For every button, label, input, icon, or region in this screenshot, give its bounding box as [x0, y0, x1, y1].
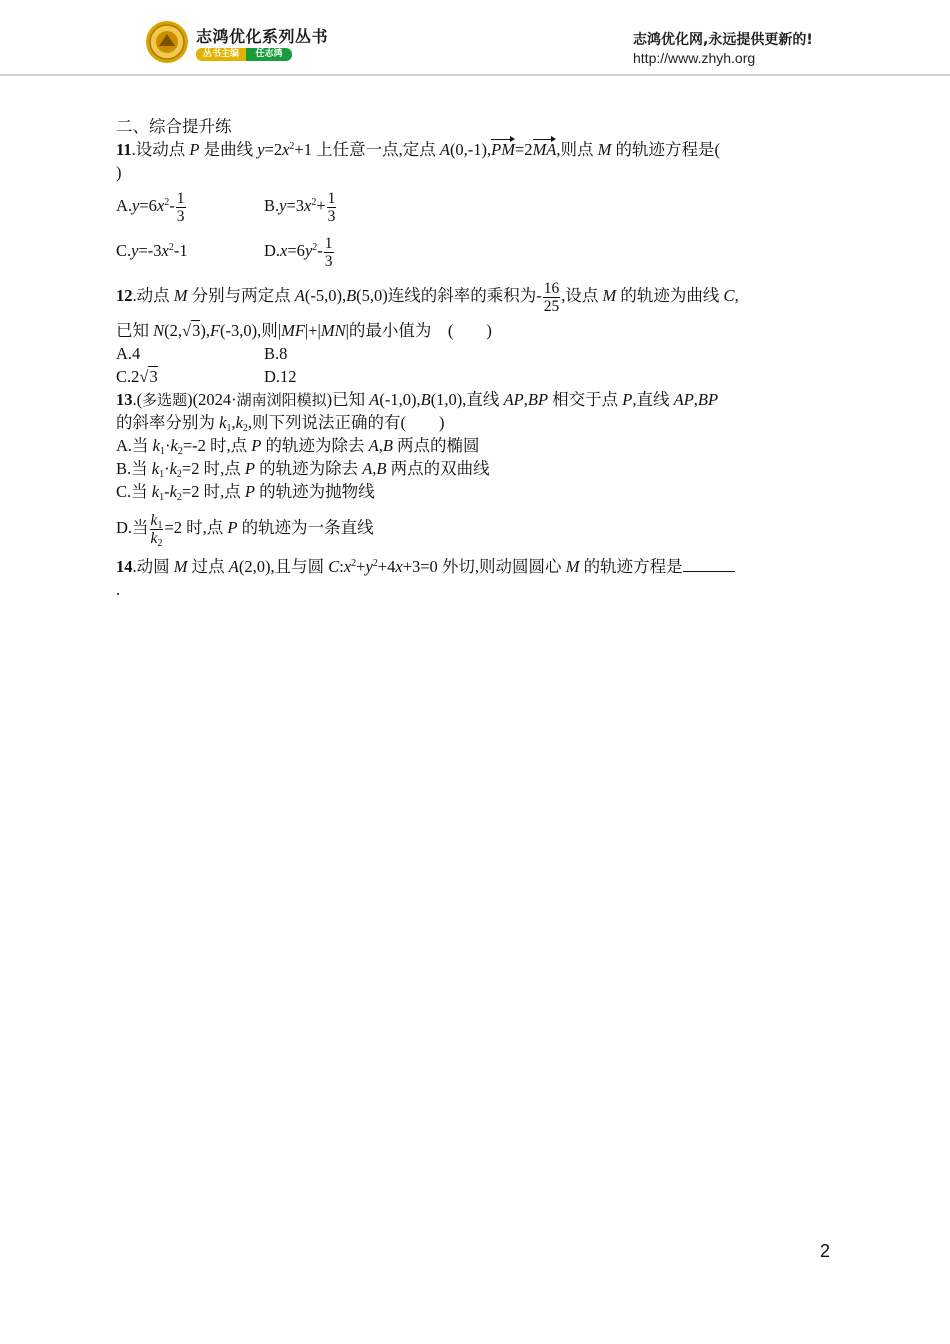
text: C.当: [116, 482, 152, 501]
question-14-stem: [116, 557, 735, 577]
text: +1 上任意一点,定点: [294, 140, 440, 159]
header-url: http://www.zhyh.org: [633, 50, 756, 66]
var: C: [328, 557, 340, 576]
text: ),: [200, 321, 210, 340]
var: M: [173, 286, 188, 305]
exp: 2: [372, 558, 378, 569]
var: y: [304, 241, 313, 260]
subscript: 1: [157, 519, 163, 531]
brand-tag: [196, 48, 292, 61]
subscript: 2: [176, 469, 182, 480]
text: =-3: [138, 241, 162, 260]
publisher-logo-icon: [145, 20, 189, 64]
vector-pm: PM: [491, 140, 515, 159]
text: .动点: [132, 286, 174, 305]
text: D.当: [116, 518, 149, 537]
exp: 2: [164, 197, 170, 208]
text: -1: [173, 241, 188, 260]
denominator: [150, 530, 164, 547]
var: N: [153, 321, 165, 340]
sqrt-value: 3: [149, 367, 158, 386]
numerator: 16: [543, 279, 560, 297]
var: k: [152, 436, 160, 455]
question-number: 13: [116, 390, 133, 409]
var: P: [622, 390, 633, 409]
var: P: [251, 436, 262, 455]
var: P: [189, 140, 200, 159]
var: A: [294, 286, 305, 305]
text: =2 时,点: [181, 482, 245, 501]
var: x: [343, 557, 352, 576]
option-b[interactable]: [264, 189, 337, 225]
question-number: 14: [116, 557, 133, 576]
text: 的轨迹为抛物线: [254, 482, 375, 501]
text: (5,0): [356, 286, 388, 305]
option-c[interactable]: [116, 482, 375, 502]
text: ,: [734, 286, 739, 305]
option-c[interactable]: [116, 367, 264, 387]
text: =6: [139, 196, 157, 215]
text: ,: [231, 413, 236, 432]
subscript: 1: [159, 492, 165, 503]
denominator: 3: [176, 207, 185, 225]
var: k: [219, 413, 227, 432]
var: AP: [503, 390, 524, 409]
subscript: 2: [157, 537, 163, 549]
var: B: [382, 436, 393, 455]
var: A: [362, 459, 373, 478]
text: ,设点: [561, 286, 603, 305]
text: =-2 时,点: [182, 436, 252, 455]
text: 的轨迹方程是: [579, 557, 683, 576]
text: ,: [372, 459, 377, 478]
var: k: [150, 529, 158, 547]
question-12-options-cd: [116, 367, 297, 387]
header-slogan: 志鸿优化网,永远提供更新的!: [633, 32, 813, 48]
option-d[interactable]: D.12: [264, 367, 297, 386]
text: -: [164, 482, 170, 501]
text: (2,: [164, 321, 183, 340]
fraction: [150, 512, 164, 547]
text: +3=0 外切,则动圆圆心: [402, 557, 566, 576]
question-12-line2: [116, 321, 492, 341]
option-a[interactable]: [116, 186, 264, 226]
text: C.2: [116, 367, 140, 386]
var: k: [170, 436, 178, 455]
numerator: 1: [324, 234, 333, 252]
text: ,则点: [556, 140, 598, 159]
question-11-options-ab: [116, 186, 337, 226]
var: P: [227, 518, 238, 537]
var: y: [365, 557, 373, 576]
text: =2 时,点: [164, 518, 228, 537]
text: +: [356, 557, 366, 576]
fraction: [543, 280, 561, 315]
section-title: 二、综合提升练: [116, 117, 232, 136]
question-13-stem: [116, 390, 718, 410]
answer-blank[interactable]: [683, 557, 735, 572]
subscript: 1: [160, 446, 165, 457]
label: C.: [116, 241, 132, 260]
var: x: [161, 241, 169, 260]
text: 相交于点: [548, 390, 623, 409]
label: D.: [264, 241, 281, 260]
text: =2: [264, 140, 283, 159]
var: P: [244, 482, 255, 501]
text: ·: [165, 436, 171, 455]
var: x: [282, 140, 290, 159]
vector-ma: MA: [532, 140, 557, 159]
text: (1,0),直线: [430, 390, 504, 409]
var: M: [597, 140, 612, 159]
text: ·: [164, 459, 170, 478]
var: A: [368, 436, 379, 455]
option-b[interactable]: [116, 459, 490, 479]
text: 的轨迹为曲线: [616, 286, 724, 305]
text: 是曲线: [199, 140, 258, 159]
question-11-paren: ): [116, 163, 122, 182]
var: k: [151, 482, 160, 501]
var: BP: [527, 390, 549, 409]
option-b[interactable]: B.8: [264, 344, 288, 363]
question-tag: 多选题: [142, 391, 188, 409]
fraction: [324, 235, 334, 270]
page-number: 2: [820, 1241, 831, 1261]
exp: 2: [351, 558, 357, 569]
var: M: [173, 557, 188, 576]
text: 的轨迹方程是(: [611, 140, 721, 159]
text: =2: [515, 140, 533, 159]
var: x: [395, 557, 403, 576]
subscript: 2: [242, 423, 248, 434]
var: B: [420, 390, 431, 409]
text: ,: [378, 436, 383, 455]
text: 的轨迹为一条直线: [237, 518, 374, 537]
text: ,: [523, 390, 528, 409]
var: y: [131, 241, 139, 260]
text: |的最小值为 ( ): [345, 321, 492, 340]
text: 过点: [187, 557, 229, 576]
text: ,则下列说法正确的有( ): [247, 413, 445, 432]
var: M: [602, 286, 617, 305]
denominator: 3: [327, 207, 336, 225]
text: 已知: [116, 321, 154, 340]
text: 的斜率分别为: [116, 413, 220, 432]
option-a[interactable]: A.4: [116, 344, 141, 363]
text: -: [317, 241, 323, 260]
var: y: [132, 196, 140, 215]
question-11-stem: [116, 140, 720, 160]
option-a[interactable]: [116, 436, 480, 456]
var: x: [304, 196, 312, 215]
subscript: 1: [159, 469, 165, 480]
sqrt-sign: √: [139, 367, 149, 386]
option-d[interactable]: [116, 506, 374, 550]
var: A: [369, 390, 380, 409]
exp: 2: [311, 197, 317, 208]
var: C: [723, 286, 735, 305]
var: B: [376, 459, 387, 478]
var: k: [169, 482, 177, 501]
question-number: 11: [116, 140, 132, 159]
text: 两点的椭圆: [392, 436, 480, 455]
question-12-stem: [116, 276, 739, 316]
numerator: [150, 512, 164, 530]
text: +: [316, 196, 326, 215]
subscript: 1: [226, 423, 232, 434]
sqrt-value: 3: [192, 321, 201, 340]
text: 两点的双曲线: [386, 459, 490, 478]
var: MN: [320, 321, 346, 340]
exp: 2: [168, 242, 174, 253]
var: P: [244, 459, 255, 478]
var: M: [565, 557, 580, 576]
text: +4: [377, 557, 396, 576]
text: 的轨迹为除去: [261, 436, 369, 455]
option-c[interactable]: [116, 231, 264, 271]
text: =2 时,点: [181, 459, 245, 478]
question-13-line2: [116, 413, 445, 433]
var: F: [209, 321, 221, 340]
text: -: [169, 196, 175, 215]
text: =6: [287, 241, 305, 260]
sqrt-sign: √: [182, 321, 192, 340]
question-source: 湖南浏阳模拟: [236, 391, 327, 409]
var: x: [280, 241, 288, 260]
var: BP: [697, 390, 719, 409]
var: AP: [673, 390, 694, 409]
var: k: [151, 459, 160, 478]
text: (0,-1),: [449, 140, 492, 159]
var: A: [228, 557, 239, 576]
brand-tag-name: 任志鸿: [246, 48, 292, 61]
text: :: [339, 557, 344, 576]
text: )已知: [326, 390, 370, 409]
text: (-3,0),则|: [220, 321, 282, 340]
numerator: 1: [176, 189, 185, 207]
fraction: [327, 190, 337, 225]
question-12-options-ab: [116, 344, 287, 364]
question-14-period: .: [116, 580, 121, 599]
denominator: 3: [324, 252, 333, 270]
text: .动圆: [132, 557, 174, 576]
fraction: [176, 190, 186, 225]
text: )(2024·: [187, 390, 237, 409]
subscript: 2: [176, 492, 182, 503]
text: (-5,0),: [304, 286, 347, 305]
text: (-1,0),: [379, 390, 421, 409]
denominator: 25: [543, 297, 560, 315]
brand-tag-editor: 丛书主编: [196, 48, 246, 61]
brand-name: 志鸿优化系列丛书: [196, 27, 329, 46]
text: 连线的斜率的乘积为-: [387, 286, 542, 305]
var: y: [257, 140, 265, 159]
text: ,: [693, 390, 698, 409]
exp: 2: [289, 141, 295, 152]
text: (2,0),且与圆: [238, 557, 329, 576]
question-number: 12: [116, 286, 133, 305]
header-divider: [0, 74, 950, 76]
numerator: 1: [327, 189, 336, 207]
var: x: [156, 196, 165, 215]
option-d[interactable]: [264, 234, 335, 270]
text: |+|: [304, 321, 321, 340]
exp: 2: [312, 242, 318, 253]
question-11-options-cd: [116, 231, 335, 271]
var: MF: [281, 321, 305, 340]
text: .(: [132, 390, 143, 409]
text: B.当: [116, 459, 152, 478]
var: k: [150, 511, 158, 529]
label: A.: [116, 196, 133, 215]
var: k: [169, 459, 177, 478]
var: A: [439, 140, 450, 159]
var: k: [235, 413, 243, 432]
text: 的轨迹为除去: [254, 459, 363, 478]
text: .设动点: [131, 140, 190, 159]
label: B.: [264, 196, 280, 215]
var: y: [279, 196, 287, 215]
text: =3: [286, 196, 305, 215]
text: ,直线: [632, 390, 674, 409]
page-header: [0, 0, 950, 80]
text: 分别与两定点: [187, 286, 295, 305]
var: B: [346, 286, 357, 305]
subscript: 2: [177, 446, 183, 457]
text: A.当: [116, 436, 153, 455]
